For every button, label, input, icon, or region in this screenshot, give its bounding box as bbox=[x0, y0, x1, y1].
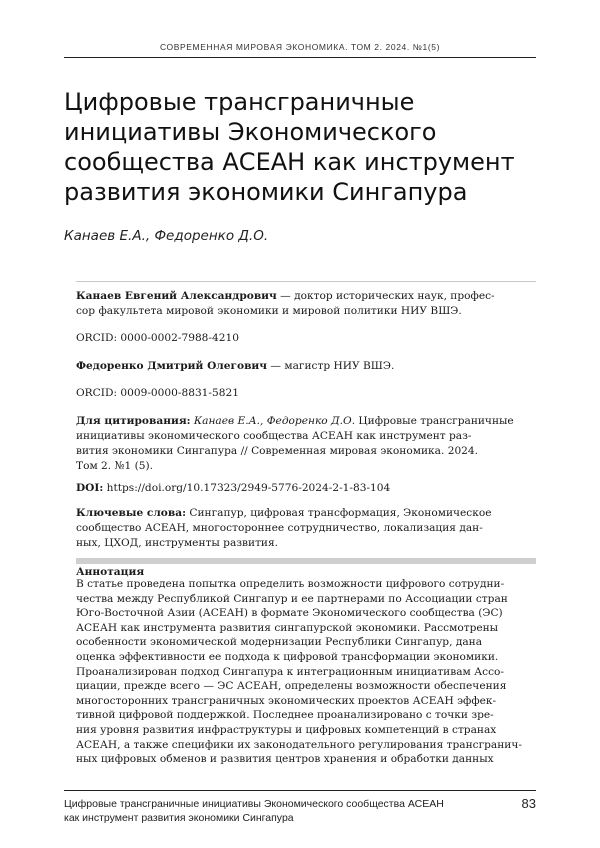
abstract-line: многосторонних трансграничных экономических проектов АСЕАН эффек- bbox=[76, 694, 538, 709]
doi-link[interactable]: https://doi.org/10.17323/2949-5776-2024-2-1-83-104 bbox=[103, 482, 390, 494]
title-line: инициативы Экономического bbox=[64, 118, 436, 146]
title-line: Цифровые трансграничные bbox=[64, 88, 414, 116]
abstract-heading: Аннотация bbox=[76, 566, 144, 578]
abstract-line: циации, прежде всего — ЭС АСЕАН, определены возможности обеспечения bbox=[76, 679, 538, 694]
article-authors: Канаев Е.А., Федоренко Д.О. bbox=[64, 228, 268, 244]
doi bbox=[76, 481, 538, 496]
running-footer bbox=[64, 797, 484, 825]
footer-divider bbox=[64, 790, 536, 791]
abstract-line: В статье проведена попытка определить возможности цифрового сотрудни- bbox=[76, 577, 538, 592]
citation-line: Цифровые трансграничные bbox=[355, 415, 514, 427]
citation-line: вития экономики Сингапура // Современная мировая экономика. 2024. bbox=[76, 445, 478, 457]
citation-line: инициативы экономического сообщества АСЕАН как инструмент раз- bbox=[76, 430, 471, 442]
abstract-line: чества между Республикой Сингапур и ее партнерами по Ассоциации стран bbox=[76, 592, 538, 607]
author2-name: Федоренко Дмитрий Олегович bbox=[76, 360, 267, 372]
title-line: развития экономики Сингапура bbox=[64, 178, 467, 206]
keywords-line: Сингапур, цифровая трансформация, Экономическое bbox=[186, 507, 492, 519]
abstract-text bbox=[76, 577, 538, 767]
keywords-label: Ключевые слова: bbox=[76, 507, 186, 519]
title-line: сообщества АСЕАН как инструмент bbox=[64, 148, 515, 176]
abstract-line: Проанализирован подход Сингапура к интеграционным инициативам Ассо- bbox=[76, 665, 538, 680]
abstract-divider bbox=[76, 558, 536, 564]
abstract-line: АСЕАН как инструмента развития сингапурской экономики. Рассмотрены bbox=[76, 621, 538, 636]
header-divider bbox=[64, 57, 536, 58]
doi-label: DOI: bbox=[76, 482, 103, 494]
author1-orcid: ORCID: 0000-0002-7988-4210 bbox=[76, 331, 538, 346]
abstract-line: особенности экономической модернизации Республики Сингапур, дана bbox=[76, 635, 538, 650]
abstract-line: Юго-Восточной Азии (АСЕАН) в формате Экономического сообщества (ЭС) bbox=[76, 606, 538, 621]
citation-authors: Канаев Е.А., Федоренко Д.О. bbox=[191, 415, 356, 427]
author1-name: Канаев Евгений Александрович bbox=[76, 290, 277, 302]
abstract-line: АСЕАН, а также специфики их законодательного регулирования трансгранич- bbox=[76, 738, 538, 753]
author1-bio-line: сор факультета мировой экономики и мировой политики НИУ ВШЭ. bbox=[76, 305, 462, 317]
author2-bio: — магистр НИУ ВШЭ. bbox=[267, 360, 394, 372]
author-info-divider bbox=[76, 281, 536, 282]
page-number: 83 bbox=[522, 796, 536, 811]
abstract-line: тивной цифровой поддержкой. Последнее проанализировано с точки зре- bbox=[76, 708, 538, 723]
citation-line: Том 2. №1 (5). bbox=[76, 460, 153, 472]
author1-bio-line: — доктор исторических наук, профес- bbox=[277, 290, 495, 302]
journal-header: СОВРЕМЕННАЯ МИРОВАЯ ЭКОНОМИКА. ТОМ 2. 2024. №1(5) bbox=[0, 42, 600, 52]
abstract-line: ных цифровых обменов и развития центров хранения и обработки данных bbox=[76, 752, 538, 767]
article-title bbox=[64, 87, 544, 207]
footer-line: Цифровые трансграничные инициативы Экономического сообщества АСЕАН bbox=[64, 798, 444, 810]
abstract-line: ния уровня развития инфраструктуры и цифровых компетенций в странах bbox=[76, 723, 538, 738]
keywords-line: ных, ЦХОД, инструменты развития. bbox=[76, 537, 278, 549]
keywords-line: сообщество АСЕАН, многостороннее сотрудничество, локализация дан- bbox=[76, 522, 483, 534]
footer-line: как инструмент развития экономики Сингапура bbox=[64, 812, 294, 824]
author1-info bbox=[76, 289, 538, 319]
author2-orcid: ORCID: 0009-0000-8831-5821 bbox=[76, 386, 538, 401]
citation bbox=[76, 414, 538, 474]
author2-info bbox=[76, 359, 538, 374]
abstract-line: оценка эффективности ее подхода к цифровой трансформации экономики. bbox=[76, 650, 538, 665]
citation-label: Для цитирования: bbox=[76, 415, 191, 427]
keywords bbox=[76, 506, 538, 551]
